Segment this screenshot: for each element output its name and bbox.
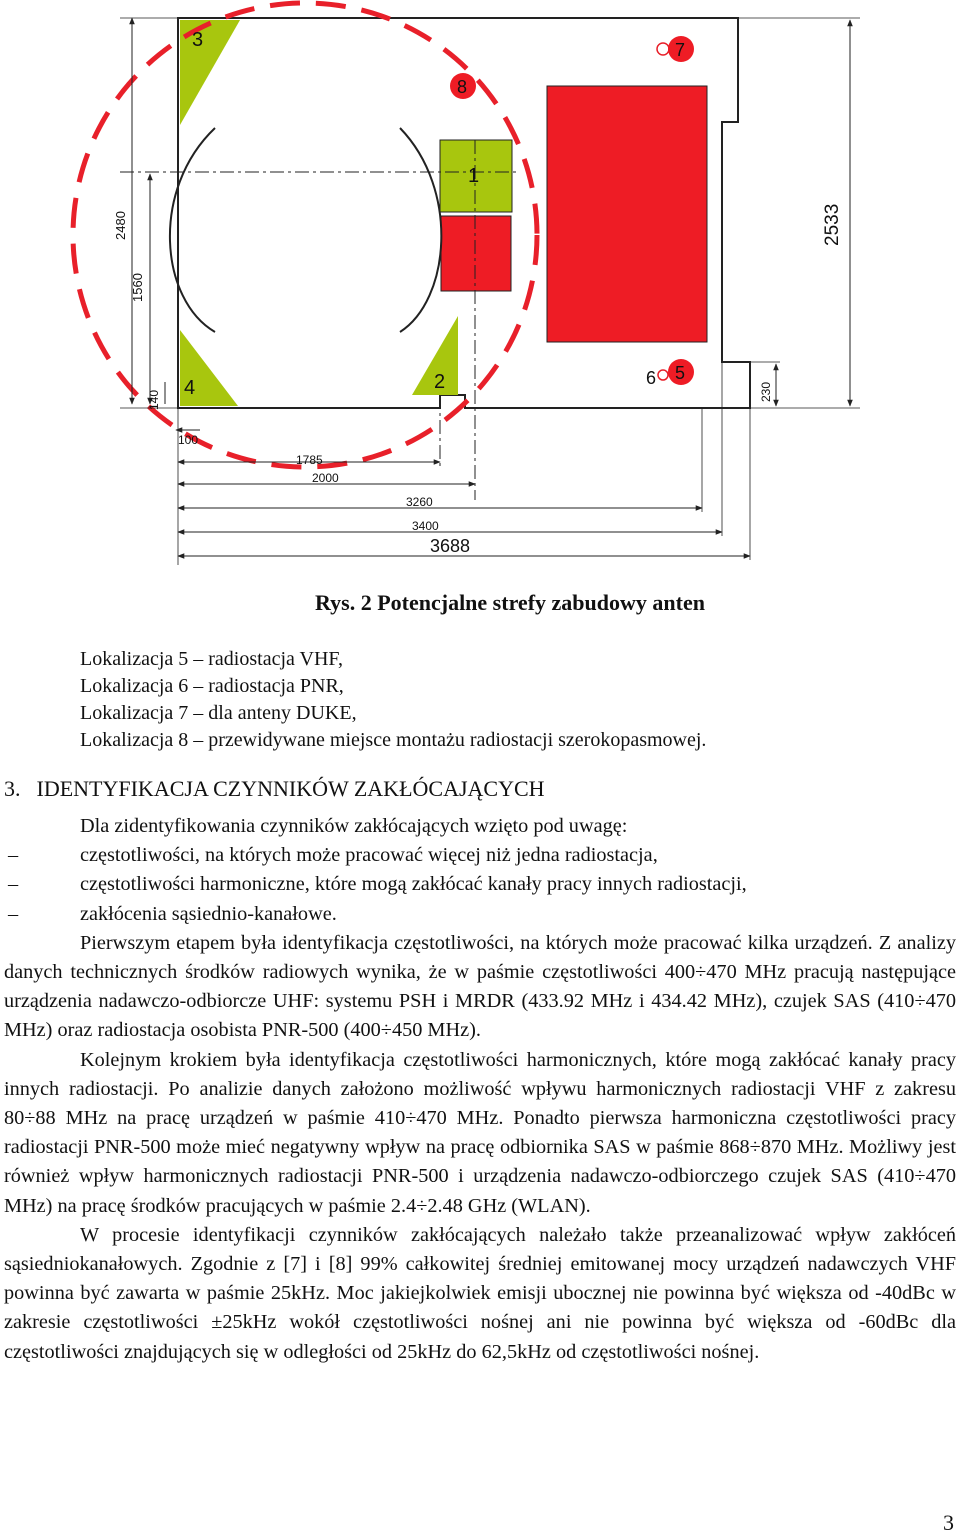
svg-text:8: 8 xyxy=(457,77,468,97)
intro-paragraph: Dla zidentyfikowania czynników zakłócających wzięto pod uwagę: xyxy=(80,815,628,837)
svg-text:1: 1 xyxy=(468,165,480,187)
hatch-arc-right xyxy=(400,128,441,332)
svg-text:2: 2 xyxy=(434,371,446,393)
dim-140: 140 xyxy=(147,389,161,410)
svg-text:4: 4 xyxy=(184,377,196,399)
paragraph: Kolejnym krokiem była identyfikacja częstotliwości harmonicznych, które mogą zakłócać kanały pracy innych radiostacji. Po analizie danych założono możliwość wpływu harmonicznych radiostacji VHF z zakresu 80÷88 MHz na pracę urządzeń w paśmie 410÷470 MHz. Ponadto pierwsza harmoniczna częstotliwości pracy radiostacji PNR-500 może mieć negatywny wpływ na pracę odbiornika SAS w paśmie 868÷870 MHz. Możliwy jest również wpływ harmonicznych radiostacji PNR-500 i urządzenia nadawczo-odbiorczego czujek SAS (410÷470 MHz) na pracę środków pracujących w paśmie 2.4÷2.48 GHz (WLAN). xyxy=(4,1048,956,1217)
bullet-text: częstotliwości harmoniczne, które mogą zakłócać kanały pracy innych radiostacji, xyxy=(80,873,747,896)
svg-text:3: 3 xyxy=(192,29,204,51)
zone-label-6 xyxy=(646,368,668,388)
dim-230: 230 xyxy=(759,381,773,402)
bullet-item: – częstotliwości harmoniczne, które mogą zakłócać kanały pracy innych radiostacji, xyxy=(4,870,956,899)
bullet-item: – częstotliwości, na których może pracować więcej niż jedna radiostacja, xyxy=(4,841,956,870)
dim-2533: 2533 xyxy=(822,203,843,246)
hatch-arc xyxy=(170,128,215,332)
antenna-zones-diagram xyxy=(0,0,960,580)
dim-3260: 3260 xyxy=(406,495,433,509)
zone-label-5 xyxy=(668,359,694,385)
zone-label-1 xyxy=(468,165,479,187)
section-number: 3. xyxy=(4,776,21,801)
zone-large-red xyxy=(547,86,707,342)
locations-list xyxy=(80,646,706,754)
section-heading xyxy=(4,776,545,802)
section-title: IDENTYFIKACJA CZYNNIKÓW ZAKŁÓCAJĄCYCH xyxy=(36,776,545,801)
paragraph: W procesie identyfikacji czynników zakłócających należało także przeanalizować wpływ zakłóceń sąsiedniokanałowych. Zgodnie z [7] i [8] 99% całkowitej średniej emitowanej mocy urządzeń nadawczych VHF powinna być zawarta w paśmie 25kHz. Moc jakiejkolwiek emisji ubocznej nie powinna być większa od -40dBc w zakresie częstotliwości ±25kHz wokół częstotliwości nośnej ani nie powinna być większa od -60dBc dla częstotliwości znajdujących się w odległości od 25kHz do 62,5kHz od częstotliwości nośnej. xyxy=(4,1223,956,1363)
bullet-text: częstotliwości, na których może pracować więcej niż jedna radiostacja, xyxy=(80,844,658,867)
zone-red-below-1 xyxy=(441,216,511,291)
zone-label-2 xyxy=(434,371,445,393)
dim-3400: 3400 xyxy=(412,519,439,533)
location-item: Lokalizacja 7 – dla anteny DUKE, xyxy=(80,702,357,724)
figure-caption: Rys. 2 Potencjalne strefy zabudowy anten xyxy=(315,590,705,615)
bullet-item: – zakłócenia sąsiednio-kanałowe. xyxy=(4,900,956,929)
paragraph: Pierwszym etapem była identyfikacja częstotliwości, na których może pracować kilka urządzeń. Z analizy danych technicznych środków radiowych wynika, że w paśmie częstotliwości 400÷470 MHz pracują następujące urządzenia nadawczo-odbiorcze UHF: systemu PSH i MRDR (433.92 MHz i 434.42 MHz), czujek SAS (410÷470 MHz) oraz radiostacja osobista PNR-500 (400÷450 MHz). xyxy=(4,931,956,1042)
dim-1560: 1560 xyxy=(130,273,145,302)
zone-label-4 xyxy=(184,377,195,399)
svg-text:6: 6 xyxy=(646,368,657,388)
zone-label-3 xyxy=(192,29,203,51)
svg-text:5: 5 xyxy=(675,363,686,383)
dim-1785: 1785 xyxy=(296,453,323,467)
zone-label-7 xyxy=(657,36,694,62)
location-item: Lokalizacja 5 – radiostacja VHF, xyxy=(80,648,343,670)
section-body xyxy=(4,812,956,1367)
dim-3688: 3688 xyxy=(430,536,471,556)
svg-text:7: 7 xyxy=(675,40,686,60)
dim-100: 100 xyxy=(178,433,199,447)
location-item: Lokalizacja 8 – przewidywane miejsce montażu radiostacji szerokopasmowej. xyxy=(80,729,707,751)
zone-label-8 xyxy=(450,73,476,99)
page-number: 3 xyxy=(943,1510,954,1535)
dim-2000: 2000 xyxy=(312,471,339,485)
bullet-text: zakłócenia sąsiednio-kanałowe. xyxy=(80,902,337,925)
dim-2480: 2480 xyxy=(113,211,128,240)
location-item: Lokalizacja 6 – radiostacja PNR, xyxy=(80,675,344,697)
